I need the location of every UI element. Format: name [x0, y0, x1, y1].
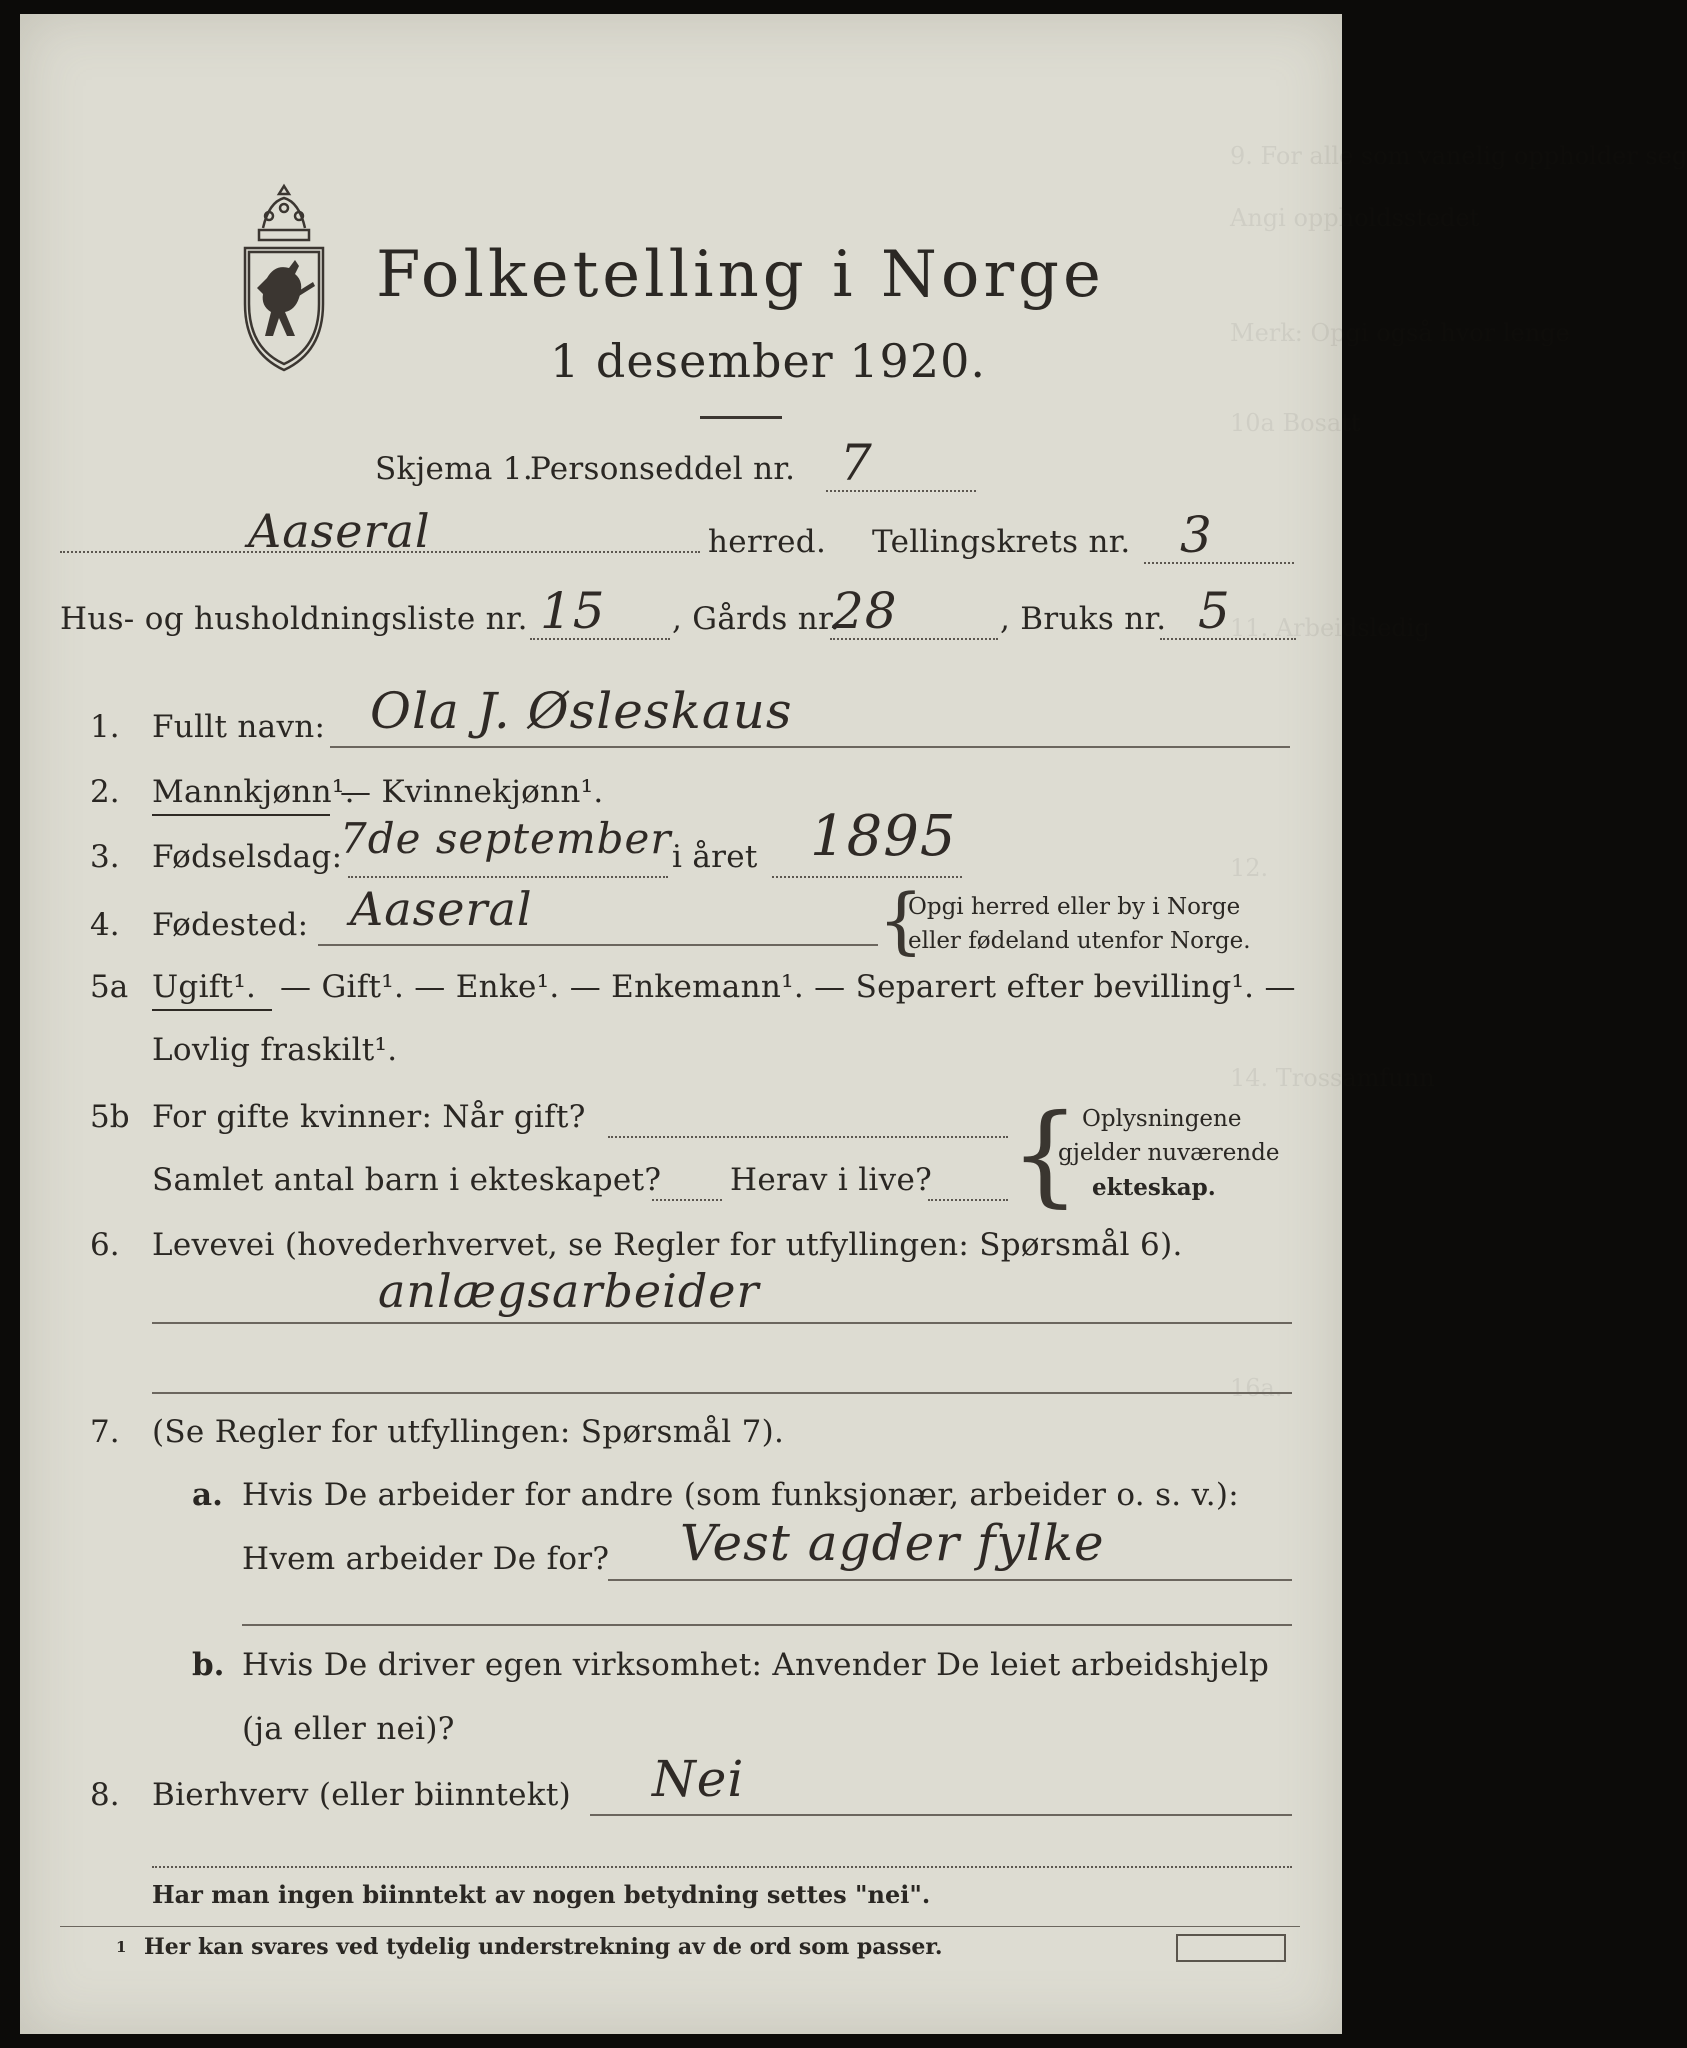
q3-line [348, 876, 668, 878]
q4-number: 4. [90, 907, 120, 943]
q8-label: Bierhverv (eller biinntekt) [152, 1777, 572, 1813]
gards-label: , Gårds nr. [672, 601, 840, 637]
footnote-text: Her kan svares ved tydelig understrekning av de ord som passer. [144, 1934, 943, 1960]
q7a-value: Vest agder fylke [680, 1514, 1105, 1572]
q7a-number: a. [192, 1477, 223, 1513]
q6-number: 6. [90, 1227, 120, 1263]
q2-rest: — Kvinnekjønn¹. [340, 774, 604, 810]
q7b-label-2: (ja eller nei)? [242, 1711, 455, 1747]
personseddel-label: Personseddel nr. [530, 451, 796, 487]
q3-number: 3. [90, 839, 120, 875]
bruks-value: 5 [1198, 582, 1231, 640]
title-divider [700, 416, 782, 419]
q6-value: anlægsarbeider [378, 1264, 760, 1318]
q5b-line-2 [652, 1199, 722, 1201]
q2-male-underline [152, 814, 330, 816]
q2-male: Mannkjønn¹. [152, 774, 355, 810]
q7-number: 7. [90, 1414, 120, 1450]
q6-line-1 [152, 1322, 1292, 1324]
q1-line [330, 746, 1290, 748]
q3-year-value: 1895 [810, 804, 957, 869]
q5b-note-1: Oplysningene [1082, 1106, 1242, 1132]
q5a-line2: Lovlig fraskilt¹. [152, 1032, 398, 1068]
q7a-label-1: Hvis De arbeider for andre (som funksjonær, arbeider o. s. v.): [242, 1477, 1240, 1513]
q5a-rest: — Gift¹. — Enke¹. — Enkemann¹. — Separert efter bevilling¹. — [280, 969, 1296, 1005]
census-form-sheet: 9. For alle som vanelig oppholder seg Angi oppholdsstedet Merk: Opgi også hvor lenge 10a Bosatt 11. Arbeidsledig 12. 14. Trossamfunn 16a. Folketelling i Norge 1 desember 1920. Skjema 1. Personseddel nr. 7 Aaseral herred. Tellingskrets nr. 3 Hus- og husholdningsliste nr. 15 , Gårds nr. 28 , Bruks nr. 5 1. Fullt navn: Ola J. Øsleskaus 2. Mannkjønn¹. — Kvinnekjønn¹. 3. Fødselsdag: 7de september i året 1895 4. Fødested: Aaseral { Opgi herred eller by i Norge eller fødeland utenfor Norge. 5a Ugift¹. — Gift¹. — Enke¹. — Enkemann¹. — Separert efter bevilling¹. — Lovlig fraskilt¹. 5b For gifte kvinner: Når gift? Samlet antal barn i ekteskapet? Herav i live? { Oplysningene gjelder nuværende ekteskap. 6. Levevei (hovederhvervet, se Regler for utfyllingen: Spørsmål 6). anlægsarbeider 7. (Se Regler for utfyllingen: Spørsmål 7). a. Hvis De arbeider for andre (som funksjonær, arbeider o. s. v.): Hvem arbeider De for? Vest agder fylke b. Hvis De driver egen virksomhet: Anvender De leiet arbeidshjelp (ja eller nei)? 8. Bierhverv (eller biinntekt) Nei Har man ingen biinntekt av nogen betydning settes "nei". 1 Her kan svares ved tydelig understrekning av de ord som passer. [20, 14, 1342, 2034]
printer-stamp-icon [1176, 1934, 1286, 1962]
q5a-ugift: Ugift¹. [152, 969, 257, 1005]
herred-value: Aaseral [248, 504, 431, 558]
tellingskrets-line [1144, 562, 1294, 564]
schema-label: Skjema 1. [375, 451, 533, 487]
bruks-label: , Bruks nr. [1000, 601, 1167, 637]
q5a-ugift-underline [152, 1009, 272, 1011]
q4-note-2: eller fødeland utenfor Norge. [908, 928, 1251, 954]
q1-label: Fullt navn: [152, 709, 326, 745]
q5b-brace: { [1010, 1090, 1080, 1218]
q5b-label-1: For gifte kvinner: Når gift? [152, 1099, 586, 1135]
q8-value: Nei [652, 1750, 745, 1808]
hus-label: Hus- og husholdningsliste nr. [60, 601, 528, 637]
q5b-line-3 [928, 1199, 1008, 1201]
q6-line-2 [152, 1392, 1292, 1394]
q3-value: 7de september [340, 814, 672, 863]
q7b-number: b. [192, 1647, 225, 1683]
q7a-line-1 [608, 1579, 1292, 1581]
q7a-line-2 [242, 1624, 1292, 1626]
q4-line [318, 944, 878, 946]
q5b-number: 5b [90, 1099, 130, 1135]
q3-year-label: i året [672, 839, 758, 875]
q7a-label-2: Hvem arbeider De for? [242, 1541, 610, 1577]
q4-label: Fødested: [152, 907, 309, 943]
q8-line-2 [152, 1866, 1292, 1868]
q8-number: 8. [90, 1777, 120, 1813]
tellingskrets-value: 3 [1180, 506, 1213, 564]
q5b-note-2: gjelder nuværende [1058, 1140, 1280, 1166]
q1-value: Ola J. Øsleskaus [370, 682, 793, 740]
q1-number: 1. [90, 709, 120, 745]
q5a-number: 5a [90, 969, 129, 1005]
form-date: 1 desember 1920. [550, 334, 986, 388]
q4-note-1: Opgi herred eller by i Norge [908, 894, 1241, 920]
q8-line-1 [590, 1814, 1292, 1816]
q5b-line-1 [608, 1136, 1008, 1138]
tellingskrets-label: Tellingskrets nr. [872, 524, 1131, 560]
form-title: Folketelling i Norge [376, 238, 1105, 312]
q6-label: Levevei (hovederhvervet, se Regler for utfyllingen: Spørsmål 6). [152, 1227, 1183, 1263]
footer-note: Har man ingen biinntekt av nogen betydning settes "nei". [152, 1880, 931, 1909]
gards-value: 28 [832, 582, 898, 640]
q4-value: Aaseral [350, 882, 533, 936]
norwegian-coat-of-arms-icon [233, 182, 335, 374]
q2-number: 2. [90, 774, 120, 810]
q5b-label-2: Samlet antal barn i ekteskapet? [152, 1162, 662, 1198]
personseddel-value: 7 [840, 434, 873, 492]
q4-brace: { [878, 878, 924, 962]
herred-label: herred. [708, 524, 827, 560]
footer-divider [60, 1926, 1300, 1927]
q5b-label-3: Herav i live? [730, 1162, 933, 1198]
q7b-label-1: Hvis De driver egen virksomhet: Anvender De leiet arbeidshjelp [242, 1647, 1270, 1683]
q7-label: (Se Regler for utfyllingen: Spørsmål 7). [152, 1414, 785, 1450]
hus-value: 15 [540, 582, 606, 640]
q5b-note-3: ekteskap. [1092, 1174, 1216, 1201]
footnote-mark: 1 [116, 1938, 127, 1956]
q3-label: Fødselsdag: [152, 839, 343, 875]
q3-year-line [772, 876, 962, 878]
